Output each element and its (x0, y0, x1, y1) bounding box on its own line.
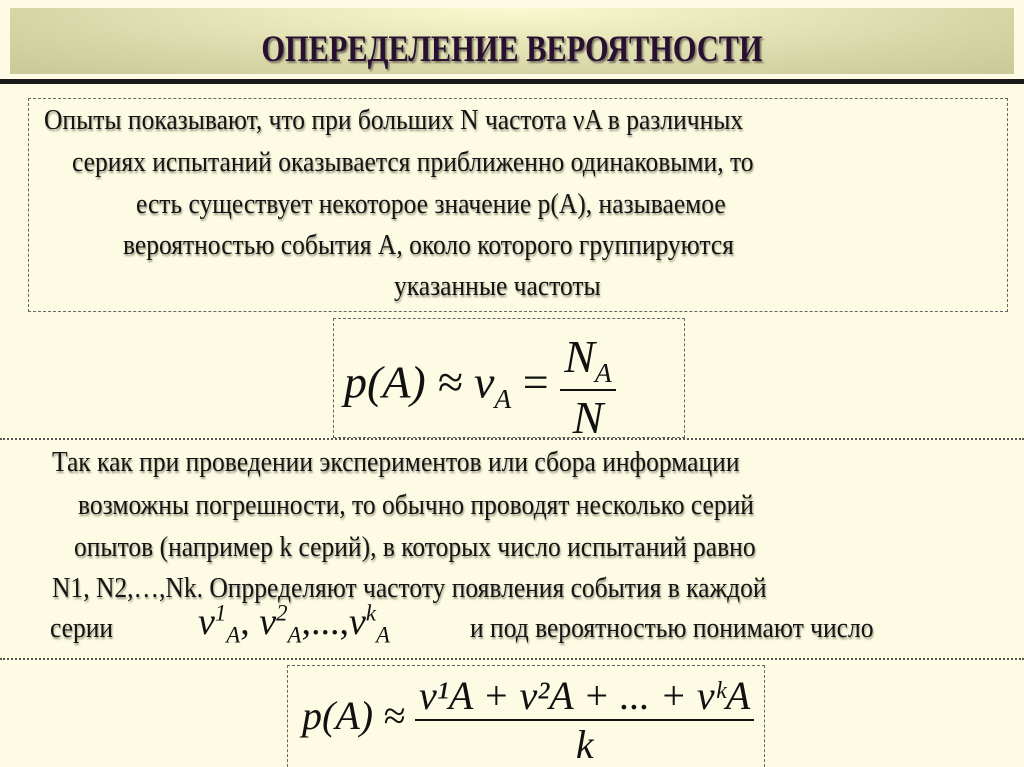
sup: 1 (214, 600, 227, 626)
denominator: k (575, 722, 594, 767)
paragraph1-line: Опыты показывают, что при больших N частота νA в различных (44, 104, 744, 136)
sub: A (287, 622, 302, 648)
section-divider (0, 658, 1024, 660)
denominator: N (572, 392, 604, 444)
formula2-lhs: p(A) ≈ (302, 693, 406, 739)
formula2 (302, 672, 754, 767)
paragraph2-line: Так как при проведении экспериментов или сбора информации (52, 446, 740, 478)
sup: 2 (276, 600, 288, 626)
formula1-fraction (560, 330, 616, 444)
sub: A (226, 622, 241, 648)
nu-symbol: ν (348, 601, 366, 643)
paragraph1-line: есть существует некоторое значение p(A), называемое (136, 188, 726, 220)
nu-symbol: ν (198, 601, 215, 643)
separator: , (240, 601, 250, 643)
sup: k (365, 600, 376, 626)
paragraph1-line: вероятностью события A, около которого группируются (123, 229, 734, 261)
section-divider (0, 438, 1024, 440)
formula1-sub: A (494, 382, 512, 414)
title-divider (0, 79, 1024, 84)
paragraph1-line: указанные частоты (394, 270, 601, 302)
paragraph2-line: N1, N2,…,Nk. Опрределяют частоту появления события в каждой (52, 572, 767, 604)
numerator: N (564, 331, 595, 382)
nu-symbol: ν (259, 601, 277, 643)
formula2-fraction (415, 672, 754, 767)
paragraph2-line: серии (50, 612, 114, 644)
numerator-sub: A (594, 357, 612, 389)
paragraph2-line: возможны погрешности, то обычно проводят несколько серий (78, 489, 754, 521)
paragraph2-line: и под вероятностью понимают число (470, 612, 874, 644)
formula1 (344, 330, 616, 444)
separator: ,..., (301, 601, 349, 643)
paragraph1-line: сериях испытаний оказывается приближенно одинаковыми, то (72, 146, 754, 178)
paragraph2-line: опытов (например k серий), в которых число испытаний равно (74, 531, 756, 563)
title-bar (10, 8, 1014, 74)
formula1-equals: = (522, 356, 549, 408)
slide-title: ОПЕРЕДЕЛЕНИЕ ВЕРОЯТНОСТИ (261, 29, 763, 70)
series-notation (198, 600, 390, 649)
sub: A (375, 622, 390, 648)
formula1-lhs: p(A) ≈ ν (344, 356, 495, 408)
numerator: ν¹A + ν²A + ... + νᵏA (415, 672, 754, 721)
